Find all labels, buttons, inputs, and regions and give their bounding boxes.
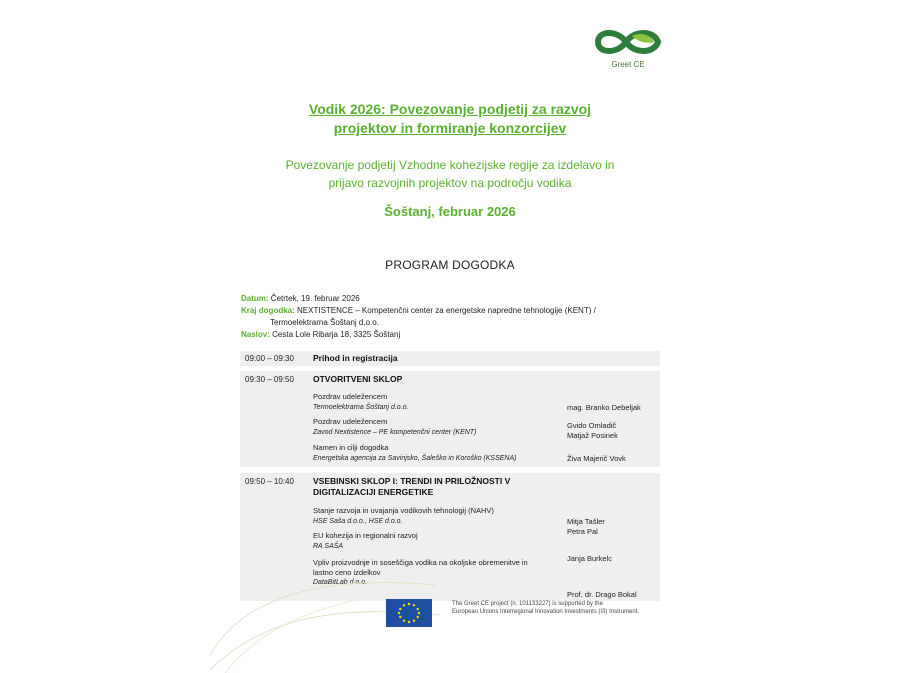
speaker-name: Matjaž Posinek bbox=[567, 431, 618, 440]
list-item bbox=[313, 443, 517, 463]
item-topic: Vpliv proizvodnje in soseščiga vodika na okoljske obremenitve in bbox=[313, 558, 528, 567]
list-item bbox=[313, 531, 418, 551]
time-session-1: 09:50 – 10:40 bbox=[245, 477, 294, 486]
speaker: Janja Burkelc bbox=[567, 554, 613, 563]
subtitle-line-1: Povezovanje podjetij Vzhodne kohezijske regije za izdelavo in bbox=[285, 158, 615, 172]
item-topic: Pozdrav udeležencem bbox=[313, 417, 388, 426]
item-topic: Namen in cilji dogodka bbox=[313, 443, 389, 452]
eu-flag-icon bbox=[386, 599, 432, 627]
item-org: RA SAŠA bbox=[313, 542, 344, 550]
eu-funding-text bbox=[452, 601, 662, 616]
list-item bbox=[313, 392, 408, 412]
section-session-1 bbox=[313, 476, 510, 498]
logo-text: Greet CE bbox=[611, 60, 645, 69]
meta-date bbox=[241, 293, 360, 304]
list-item bbox=[313, 506, 494, 526]
item-topic: Pozdrav udeležencem bbox=[313, 392, 388, 401]
row-bg-registration bbox=[240, 351, 660, 366]
speaker: Živa Majerič Vovk bbox=[567, 454, 626, 463]
date-label: Datum: bbox=[241, 294, 269, 303]
document-title bbox=[200, 100, 700, 138]
item-topic: EU kohezija in regionalni razvoj bbox=[313, 531, 418, 540]
speaker bbox=[567, 421, 618, 441]
list-item bbox=[313, 417, 476, 437]
meta-address bbox=[241, 329, 400, 340]
time-opening: 09:30 – 09:50 bbox=[245, 375, 294, 384]
speaker-name: Mitja Tašler bbox=[567, 517, 605, 526]
venue-label: Kraj dogodka: bbox=[241, 306, 295, 315]
section-title-line-2: DIGITALIZACIJI ENERGETIKE bbox=[313, 487, 434, 497]
speaker-name: Petra Pal bbox=[567, 527, 598, 536]
address-value: Cesta Lole Ribarja 18, 3325 Šoštanj bbox=[272, 330, 401, 339]
eu-stars-icon bbox=[386, 599, 432, 627]
section-title-line-1: VSEBINSKI SKLOP I: TRENDI IN PRILOŽNOSTI V bbox=[313, 476, 511, 486]
subtitle-line-2: prijavo razvojnih projektov na področju vodika bbox=[328, 176, 572, 190]
eu-text-line-1: The Greet CE project (n. 101133227) is supported by the bbox=[452, 601, 603, 607]
item-org: Termoelektrarna Šoštanj d.o.o. bbox=[313, 403, 409, 411]
item-org: Energetska agencija za Savinjsko, Šaleško in Koroško (KSSENA) bbox=[313, 454, 517, 462]
item-org: HSE Saša d.o.o., HSE d.o.o. bbox=[313, 517, 403, 525]
title-line-1: Vodik 2026: Povezovanje podjetij za razvoj bbox=[308, 101, 592, 117]
speaker-name: Gvido Omladič bbox=[567, 421, 617, 430]
venue-value-1: NEXTISTENCE – Kompetenčni center za energetske napredne tehnologije (KENT) / bbox=[297, 306, 596, 315]
speaker: Prof. dr. Drago Bokal bbox=[567, 590, 637, 599]
section-registration: Prihod in registracija bbox=[313, 353, 398, 363]
address-label: Naslov: bbox=[241, 330, 270, 339]
date-value: Četrtek, 19. februar 2026 bbox=[270, 294, 360, 303]
greet-ce-logo bbox=[592, 24, 664, 74]
section-opening: OTVORITVENI SKLOP bbox=[313, 374, 403, 384]
item-topic: Stanje razvoja in uvajanja vodikovih tehnologij (NAHV) bbox=[313, 506, 494, 515]
venue-value-2: Termoelektrarna Šoštanj d.o.o. bbox=[270, 318, 379, 327]
item-topic-2: lastno ceno izdelkov bbox=[313, 567, 381, 577]
speaker bbox=[567, 517, 605, 537]
program-heading: PROGRAM DOGODKA bbox=[385, 258, 515, 272]
speaker: mag. Branko Debeljak bbox=[567, 403, 641, 412]
infinity-leaf-icon bbox=[592, 24, 664, 60]
eu-text-line-2: European Unions Interregional Innovation Investments (I3) Instrument. bbox=[452, 608, 640, 615]
item-org: DataBitLab d.o.o. bbox=[313, 579, 368, 586]
meta-venue bbox=[241, 305, 596, 316]
title-line-2: projektov in formiranje konzorcijev bbox=[333, 120, 567, 136]
document-subtitle bbox=[240, 156, 660, 192]
item-org: Zavod Nextistence – PE kompetenčni center (KENT) bbox=[313, 428, 477, 436]
place-date: Šoštanj, februar 2026 bbox=[384, 204, 516, 219]
time-registration: 09:00 – 09:30 bbox=[245, 354, 294, 363]
